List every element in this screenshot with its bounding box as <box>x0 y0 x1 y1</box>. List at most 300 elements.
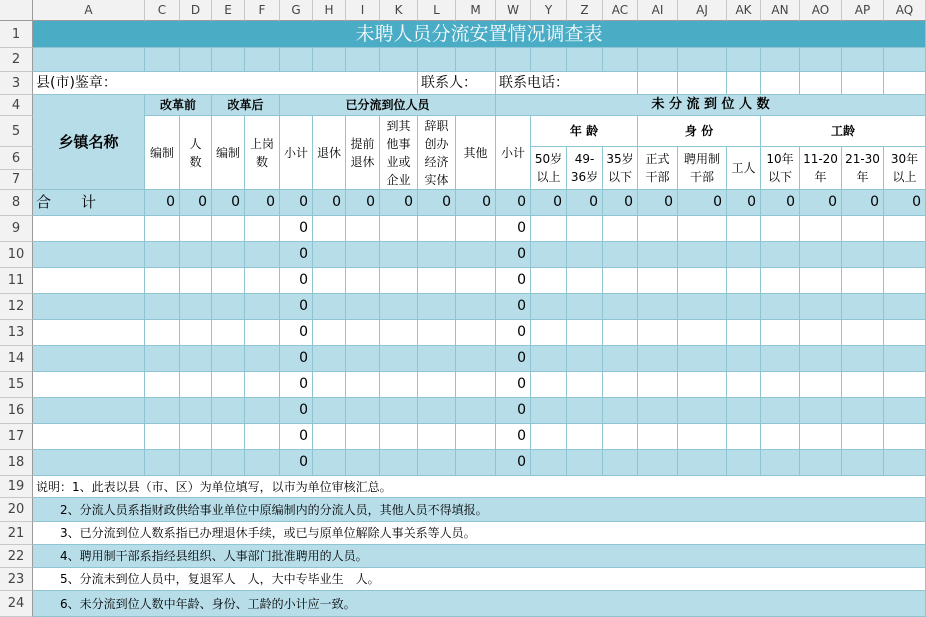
data-cell[interactable] <box>346 294 380 320</box>
data-cell[interactable] <box>884 346 926 372</box>
cell[interactable] <box>33 48 145 72</box>
data-cell[interactable] <box>456 424 496 450</box>
header-after[interactable]: 改革后 <box>212 95 280 116</box>
header-age-50[interactable]: 50岁以上 <box>531 147 567 190</box>
header-tiqian[interactable]: 提前退休 <box>346 116 380 190</box>
data-cell[interactable] <box>418 216 456 242</box>
data-cell[interactable] <box>418 242 456 268</box>
data-cell[interactable] <box>727 242 761 268</box>
data-cell[interactable] <box>245 372 280 398</box>
row-header[interactable]: 18 <box>0 450 33 476</box>
subtotal-unplaced[interactable]: 0 <box>496 450 531 476</box>
data-cell[interactable] <box>33 216 145 242</box>
data-cell[interactable] <box>456 216 496 242</box>
total-value[interactable]: 0 <box>603 190 638 216</box>
data-cell[interactable] <box>761 242 800 268</box>
header-age-35[interactable]: 35岁以下 <box>603 147 638 190</box>
data-cell[interactable] <box>678 450 727 476</box>
data-cell[interactable] <box>727 372 761 398</box>
data-cell[interactable] <box>346 346 380 372</box>
select-all-corner[interactable] <box>0 0 33 21</box>
data-cell[interactable] <box>531 268 567 294</box>
data-cell[interactable] <box>33 268 145 294</box>
data-cell[interactable] <box>678 294 727 320</box>
subtotal-placed[interactable]: 0 <box>280 242 313 268</box>
data-cell[interactable] <box>33 320 145 346</box>
subtotal-placed[interactable]: 0 <box>280 450 313 476</box>
header-unplaced[interactable]: 未 分 流 到 位 人 数 <box>496 95 926 116</box>
data-cell[interactable] <box>313 216 346 242</box>
data-cell[interactable] <box>884 424 926 450</box>
row-header[interactable]: 16 <box>0 398 33 424</box>
data-cell[interactable] <box>884 372 926 398</box>
row-header[interactable]: 2 <box>0 48 33 72</box>
cell[interactable] <box>884 72 926 95</box>
data-cell[interactable] <box>727 294 761 320</box>
data-cell[interactable] <box>727 320 761 346</box>
data-cell[interactable] <box>842 346 884 372</box>
data-cell[interactable] <box>313 424 346 450</box>
column-header[interactable]: AK <box>727 0 761 21</box>
header-identity[interactable]: 身 份 <box>638 116 761 147</box>
total-value[interactable]: 0 <box>313 190 346 216</box>
cell[interactable] <box>180 48 212 72</box>
header-before[interactable]: 改革前 <box>145 95 212 116</box>
data-cell[interactable] <box>678 320 727 346</box>
cell[interactable] <box>761 48 800 72</box>
cell[interactable] <box>145 48 180 72</box>
cell[interactable] <box>418 48 456 72</box>
header-town[interactable]: 乡镇名称 <box>33 95 145 190</box>
subtotal-unplaced[interactable]: 0 <box>496 398 531 424</box>
data-cell[interactable] <box>145 268 180 294</box>
data-cell[interactable] <box>531 294 567 320</box>
data-cell[interactable] <box>678 424 727 450</box>
header-sen-21-30[interactable]: 21-30年 <box>842 147 884 190</box>
data-cell[interactable] <box>638 242 678 268</box>
data-cell[interactable] <box>346 450 380 476</box>
row-header[interactable]: 1 <box>0 21 33 48</box>
data-cell[interactable] <box>380 294 418 320</box>
row-header[interactable]: 5 <box>0 116 33 147</box>
column-header[interactable]: L <box>418 0 456 21</box>
data-cell[interactable] <box>800 320 842 346</box>
data-cell[interactable] <box>761 216 800 242</box>
data-cell[interactable] <box>313 320 346 346</box>
data-cell[interactable] <box>531 242 567 268</box>
row-header[interactable]: 23 <box>0 568 33 591</box>
subtotal-placed[interactable]: 0 <box>280 320 313 346</box>
column-header[interactable]: A <box>33 0 145 21</box>
subtotal-unplaced[interactable]: 0 <box>496 372 531 398</box>
data-cell[interactable] <box>603 398 638 424</box>
data-cell[interactable] <box>145 294 180 320</box>
data-cell[interactable] <box>245 294 280 320</box>
header-daoqita[interactable]: 到其他事业或企业 <box>380 116 418 190</box>
subtotal-unplaced[interactable]: 0 <box>496 346 531 372</box>
data-cell[interactable] <box>531 372 567 398</box>
cell[interactable] <box>884 48 926 72</box>
data-cell[interactable] <box>800 372 842 398</box>
data-cell[interactable] <box>884 216 926 242</box>
data-cell[interactable] <box>180 294 212 320</box>
data-cell[interactable] <box>212 372 245 398</box>
data-cell[interactable] <box>761 268 800 294</box>
data-cell[interactable] <box>842 372 884 398</box>
data-cell[interactable] <box>346 216 380 242</box>
data-cell[interactable] <box>456 320 496 346</box>
data-cell[interactable] <box>603 242 638 268</box>
header-id-contract[interactable]: 聘用制干部 <box>678 147 727 190</box>
data-cell[interactable] <box>380 346 418 372</box>
row-header[interactable]: 3 <box>0 72 33 95</box>
total-value[interactable]: 0 <box>456 190 496 216</box>
column-header[interactable]: G <box>280 0 313 21</box>
row-header[interactable]: 7 <box>0 170 33 190</box>
data-cell[interactable] <box>761 424 800 450</box>
data-cell[interactable] <box>33 398 145 424</box>
column-header[interactable]: I <box>346 0 380 21</box>
data-cell[interactable] <box>567 450 603 476</box>
data-cell[interactable] <box>884 268 926 294</box>
column-header[interactable]: E <box>212 0 245 21</box>
data-cell[interactable] <box>638 372 678 398</box>
data-cell[interactable] <box>761 398 800 424</box>
subtotal-unplaced[interactable]: 0 <box>496 216 531 242</box>
column-header[interactable]: C <box>145 0 180 21</box>
subtotal-placed[interactable]: 0 <box>280 372 313 398</box>
data-cell[interactable] <box>567 268 603 294</box>
subtotal-unplaced[interactable]: 0 <box>496 268 531 294</box>
data-cell[interactable] <box>456 242 496 268</box>
data-cell[interactable] <box>33 242 145 268</box>
data-cell[interactable] <box>33 372 145 398</box>
data-cell[interactable] <box>380 216 418 242</box>
total-value[interactable]: 0 <box>678 190 727 216</box>
data-cell[interactable] <box>531 450 567 476</box>
data-cell[interactable] <box>145 320 180 346</box>
header-xiaoji[interactable]: 小计 <box>280 116 313 190</box>
subtotal-placed[interactable]: 0 <box>280 216 313 242</box>
cell[interactable] <box>678 72 727 95</box>
data-cell[interactable] <box>245 242 280 268</box>
data-cell[interactable] <box>380 268 418 294</box>
header-bianzhi2[interactable]: 编制 <box>212 116 245 190</box>
row-header[interactable]: 21 <box>0 522 33 545</box>
data-cell[interactable] <box>800 216 842 242</box>
phone-label[interactable]: 联系电话： <box>496 72 638 95</box>
row-header[interactable]: 4 <box>0 95 33 116</box>
data-cell[interactable] <box>180 372 212 398</box>
column-header[interactable]: AQ <box>884 0 926 21</box>
cell[interactable] <box>638 72 678 95</box>
data-cell[interactable] <box>567 242 603 268</box>
data-cell[interactable] <box>638 346 678 372</box>
total-value[interactable]: 0 <box>496 190 531 216</box>
data-cell[interactable] <box>842 320 884 346</box>
row-header[interactable]: 17 <box>0 424 33 450</box>
data-cell[interactable] <box>678 398 727 424</box>
header-id-formal[interactable]: 正式干部 <box>638 147 678 190</box>
data-cell[interactable] <box>567 372 603 398</box>
data-cell[interactable] <box>456 346 496 372</box>
cell[interactable] <box>603 48 638 72</box>
header-cizhi[interactable]: 辞职创办经济实体 <box>418 116 456 190</box>
data-cell[interactable] <box>603 346 638 372</box>
cell[interactable] <box>800 48 842 72</box>
cell[interactable] <box>496 48 531 72</box>
data-cell[interactable] <box>180 424 212 450</box>
data-cell[interactable] <box>145 216 180 242</box>
data-cell[interactable] <box>800 294 842 320</box>
data-cell[interactable] <box>380 450 418 476</box>
total-value[interactable]: 0 <box>280 190 313 216</box>
data-cell[interactable] <box>884 242 926 268</box>
data-cell[interactable] <box>145 242 180 268</box>
data-cell[interactable] <box>180 398 212 424</box>
seal-label[interactable]: 县(市)鉴章： <box>33 72 418 95</box>
cell[interactable] <box>531 48 567 72</box>
data-cell[interactable] <box>678 216 727 242</box>
data-cell[interactable] <box>842 398 884 424</box>
data-cell[interactable] <box>800 450 842 476</box>
data-cell[interactable] <box>638 216 678 242</box>
data-cell[interactable] <box>842 242 884 268</box>
header-sen-11-20[interactable]: 11-20年 <box>800 147 842 190</box>
data-cell[interactable] <box>418 398 456 424</box>
row-header[interactable]: 20 <box>0 498 33 522</box>
cell[interactable] <box>761 72 800 95</box>
cell[interactable] <box>280 48 313 72</box>
header-placed[interactable]: 已分流到位人员 <box>280 95 496 116</box>
total-value[interactable]: 0 <box>800 190 842 216</box>
total-value[interactable]: 0 <box>884 190 926 216</box>
cell[interactable] <box>800 72 842 95</box>
cell[interactable] <box>638 48 678 72</box>
data-cell[interactable] <box>245 216 280 242</box>
data-cell[interactable] <box>418 372 456 398</box>
data-cell[interactable] <box>761 372 800 398</box>
cell[interactable] <box>456 48 496 72</box>
data-cell[interactable] <box>33 450 145 476</box>
header-xiaoji2[interactable]: 小计 <box>496 116 531 190</box>
total-value[interactable]: 0 <box>180 190 212 216</box>
subtotal-unplaced[interactable]: 0 <box>496 242 531 268</box>
total-value[interactable]: 0 <box>842 190 884 216</box>
data-cell[interactable] <box>145 372 180 398</box>
data-cell[interactable] <box>212 450 245 476</box>
data-cell[interactable] <box>313 294 346 320</box>
data-cell[interactable] <box>638 398 678 424</box>
data-cell[interactable] <box>884 398 926 424</box>
data-cell[interactable] <box>456 372 496 398</box>
sheet-title[interactable]: 未聘人员分流安置情况调查表 <box>33 21 926 48</box>
data-cell[interactable] <box>418 294 456 320</box>
subtotal-unplaced[interactable]: 0 <box>496 424 531 450</box>
data-cell[interactable] <box>884 320 926 346</box>
column-header[interactable]: AP <box>842 0 884 21</box>
column-header[interactable]: M <box>456 0 496 21</box>
data-cell[interactable] <box>678 242 727 268</box>
cell[interactable] <box>678 48 727 72</box>
data-cell[interactable] <box>346 320 380 346</box>
header-id-worker[interactable]: 工人 <box>727 147 761 190</box>
total-value[interactable]: 0 <box>638 190 678 216</box>
data-cell[interactable] <box>678 268 727 294</box>
data-cell[interactable] <box>727 398 761 424</box>
row-header[interactable]: 10 <box>0 242 33 268</box>
header-shanggang[interactable]: 上岗数 <box>245 116 280 190</box>
data-cell[interactable] <box>603 372 638 398</box>
data-cell[interactable] <box>418 346 456 372</box>
data-cell[interactable] <box>603 294 638 320</box>
data-cell[interactable] <box>245 320 280 346</box>
data-cell[interactable] <box>212 398 245 424</box>
total-value[interactable]: 0 <box>145 190 180 216</box>
data-cell[interactable] <box>180 450 212 476</box>
subtotal-unplaced[interactable]: 0 <box>496 320 531 346</box>
data-cell[interactable] <box>567 424 603 450</box>
subtotal-placed[interactable]: 0 <box>280 424 313 450</box>
data-cell[interactable] <box>380 320 418 346</box>
data-cell[interactable] <box>603 450 638 476</box>
data-cell[interactable] <box>727 346 761 372</box>
data-cell[interactable] <box>567 216 603 242</box>
data-cell[interactable] <box>603 424 638 450</box>
data-cell[interactable] <box>603 320 638 346</box>
data-cell[interactable] <box>145 398 180 424</box>
total-value[interactable]: 0 <box>212 190 245 216</box>
data-cell[interactable] <box>761 450 800 476</box>
data-cell[interactable] <box>761 294 800 320</box>
row-header[interactable]: 6 <box>0 147 33 170</box>
column-header[interactable]: AC <box>603 0 638 21</box>
data-cell[interactable] <box>800 424 842 450</box>
data-cell[interactable] <box>212 242 245 268</box>
data-cell[interactable] <box>842 294 884 320</box>
data-cell[interactable] <box>313 372 346 398</box>
data-cell[interactable] <box>245 424 280 450</box>
column-header[interactable]: AJ <box>678 0 727 21</box>
total-value[interactable]: 0 <box>727 190 761 216</box>
data-cell[interactable] <box>727 450 761 476</box>
data-cell[interactable] <box>212 216 245 242</box>
data-cell[interactable] <box>245 398 280 424</box>
cell[interactable] <box>212 48 245 72</box>
row-header[interactable]: 11 <box>0 268 33 294</box>
data-cell[interactable] <box>531 346 567 372</box>
data-cell[interactable] <box>418 320 456 346</box>
subtotal-placed[interactable]: 0 <box>280 268 313 294</box>
total-value[interactable]: 0 <box>245 190 280 216</box>
data-cell[interactable] <box>842 268 884 294</box>
data-cell[interactable] <box>884 294 926 320</box>
data-cell[interactable] <box>180 242 212 268</box>
data-cell[interactable] <box>842 216 884 242</box>
data-cell[interactable] <box>313 450 346 476</box>
data-cell[interactable] <box>567 346 603 372</box>
row-header[interactable]: 19 <box>0 476 33 498</box>
data-cell[interactable] <box>313 242 346 268</box>
data-cell[interactable] <box>313 268 346 294</box>
data-cell[interactable] <box>380 242 418 268</box>
data-cell[interactable] <box>800 242 842 268</box>
row-header[interactable]: 22 <box>0 545 33 568</box>
data-cell[interactable] <box>212 424 245 450</box>
data-cell[interactable] <box>346 268 380 294</box>
data-cell[interactable] <box>380 372 418 398</box>
column-header[interactable]: D <box>180 0 212 21</box>
data-cell[interactable] <box>380 424 418 450</box>
data-cell[interactable] <box>180 320 212 346</box>
data-cell[interactable] <box>212 294 245 320</box>
subtotal-unplaced[interactable]: 0 <box>496 294 531 320</box>
data-cell[interactable] <box>346 242 380 268</box>
header-sen-10[interactable]: 10年以下 <box>761 147 800 190</box>
total-value[interactable]: 0 <box>567 190 603 216</box>
data-cell[interactable] <box>531 398 567 424</box>
header-tuixiu[interactable]: 退休 <box>313 116 346 190</box>
total-value[interactable]: 0 <box>380 190 418 216</box>
column-header[interactable]: F <box>245 0 280 21</box>
row-header[interactable]: 24 <box>0 591 33 617</box>
header-qita[interactable]: 其他 <box>456 116 496 190</box>
cell[interactable] <box>346 48 380 72</box>
data-cell[interactable] <box>313 346 346 372</box>
column-header[interactable]: AI <box>638 0 678 21</box>
data-cell[interactable] <box>245 450 280 476</box>
header-seniority[interactable]: 工龄 <box>761 116 926 147</box>
data-cell[interactable] <box>638 320 678 346</box>
data-cell[interactable] <box>800 398 842 424</box>
data-cell[interactable] <box>456 268 496 294</box>
data-cell[interactable] <box>638 424 678 450</box>
data-cell[interactable] <box>603 268 638 294</box>
data-cell[interactable] <box>245 268 280 294</box>
column-header[interactable]: AN <box>761 0 800 21</box>
cell[interactable] <box>727 72 761 95</box>
data-cell[interactable] <box>884 450 926 476</box>
data-cell[interactable] <box>727 268 761 294</box>
subtotal-placed[interactable]: 0 <box>280 294 313 320</box>
data-cell[interactable] <box>33 294 145 320</box>
data-cell[interactable] <box>800 268 842 294</box>
data-cell[interactable] <box>567 320 603 346</box>
total-value[interactable]: 0 <box>531 190 567 216</box>
data-cell[interactable] <box>380 398 418 424</box>
header-renshu[interactable]: 人数 <box>180 116 212 190</box>
data-cell[interactable] <box>842 424 884 450</box>
data-cell[interactable] <box>418 424 456 450</box>
data-cell[interactable] <box>180 216 212 242</box>
data-cell[interactable] <box>418 450 456 476</box>
data-cell[interactable] <box>245 346 280 372</box>
data-cell[interactable] <box>313 398 346 424</box>
data-cell[interactable] <box>678 372 727 398</box>
row-header[interactable]: 9 <box>0 216 33 242</box>
contact-label[interactable]: 联系人： <box>418 72 496 95</box>
data-cell[interactable] <box>346 398 380 424</box>
data-cell[interactable] <box>145 424 180 450</box>
column-header[interactable]: H <box>313 0 346 21</box>
row-header[interactable]: 12 <box>0 294 33 320</box>
column-header[interactable]: K <box>380 0 418 21</box>
row-header[interactable]: 14 <box>0 346 33 372</box>
data-cell[interactable] <box>567 398 603 424</box>
total-value[interactable]: 0 <box>761 190 800 216</box>
data-cell[interactable] <box>638 268 678 294</box>
column-header[interactable]: AO <box>800 0 842 21</box>
